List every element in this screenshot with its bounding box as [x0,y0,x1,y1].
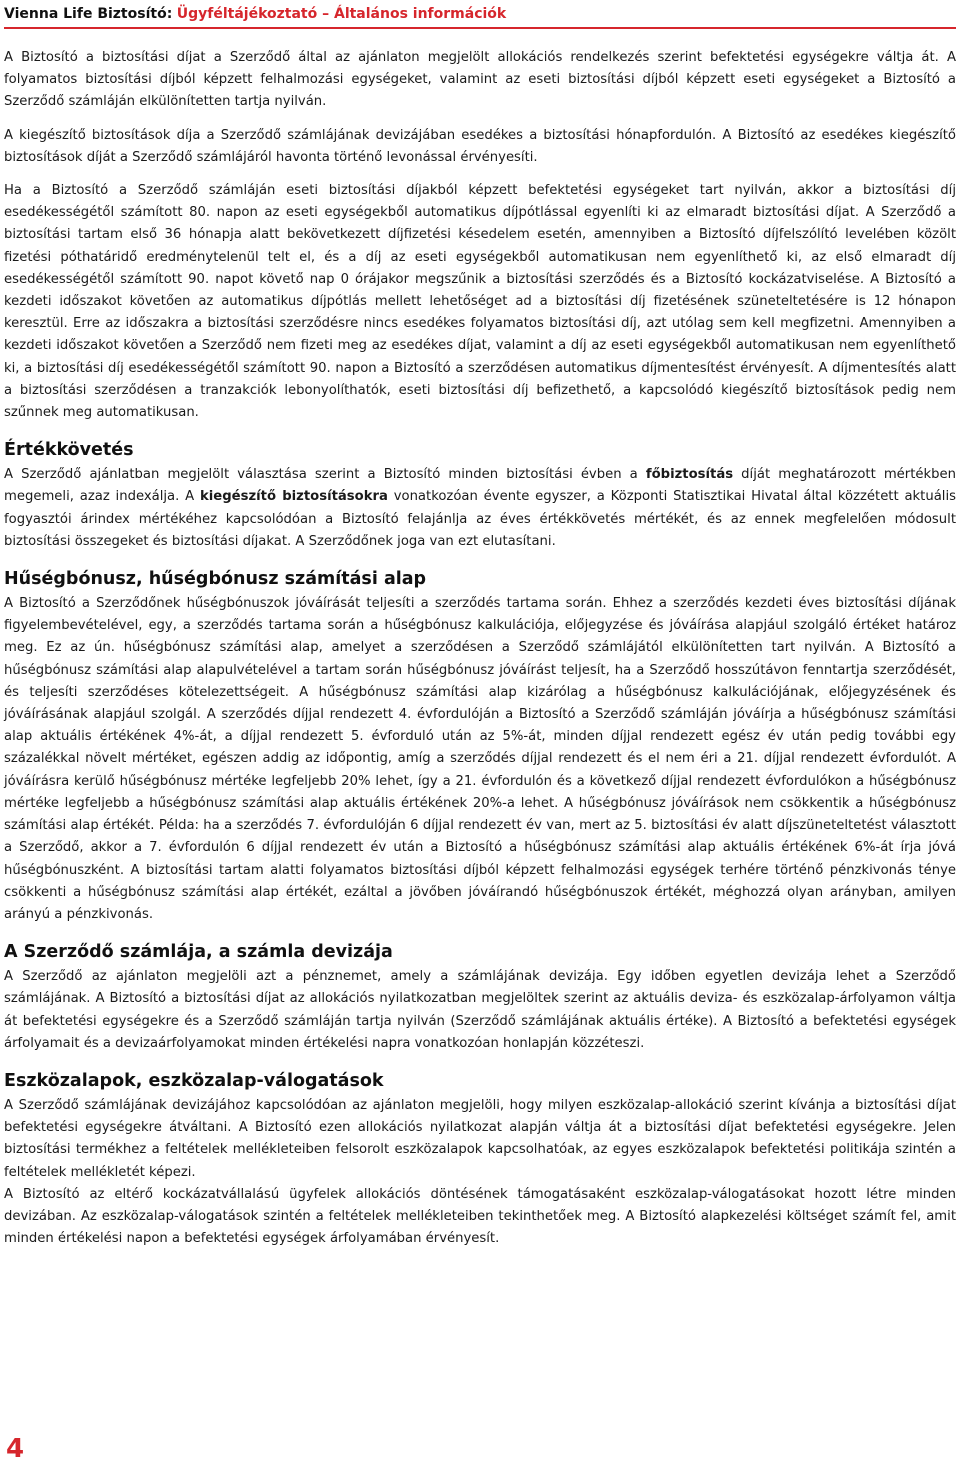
ertekkovetes-text-c: vonatkozóan évente egyszer, a Központi Statisztikai Hivatal által közzétett aktuális fogyasztói árindex mértékéhez kapcsolódóan a Biztosító felajánlja az éves értékkövetés mértékét, és az ennek megfelelően módosult biztosítási összegeket és biztosítási díjakat. A Szerződőnek joga van ezt elutasítani. [4,489,956,549]
eszkozalapok-paragraph-2: A Biztosító az eltérő kockázatvállalású ügyfelek allokációs döntésének támogatásaként eszközalap-válogatásokat hozott létre minden devizában. Az eszközalap-válogatások szintén a feltételek mellékleteiben tekinthetőek meg. A Biztosító alapkezelési költséget számít fel, amit minden értékelési napon a befektetési egységek árfolyamában érvényesít. [4,1186,956,1247]
intro-paragraph-2: A kiegészítő biztosítások díja a Szerződő számlájának devizájában esedékes a biztosítási hónapfordulón. A Biztosító az esedékes kiegészítő biztosítások díját a Szerződő számlájáról havonta történő levonással érvényesíti. [4,127,956,165]
ertekkovetes-text-a: A Szerződő ajánlatban megjelölt választása szerint a Biztosító minden biztosítási évben a [4,467,646,483]
document-body [4,47,956,1250]
eszkozalapok-paragraph-1: A Szerződő számlájának devizájához kapcsolódóan az ajánlaton megjelöli, hogy milyen eszközalap-allokáció szerint kívánja a biztosítási díjat befektetési egységekre átváltani. A Biztosító ezen allokációs nyilatkozat alapján váltja át a biztosítási díjat befektetési egységekre. Jelen biztosítási termékhez a feltételek mellékleteiben felsorolt eszközalapok kapcsolhatóak, az egyes eszközalapok befektetési politikája szintén a feltételek mellékletét képezi. [4,1097,956,1180]
ertekkovetes-bold-kiegeszito: kiegészítő biztosításokra [199,489,388,505]
section-heading-ertekkovetes: Értékkövetés [4,440,134,461]
header-divider [4,27,956,29]
husegbonusz-paragraph: A Biztosító a Szerződőnek hűségbónuszok jóváírását teljesíti a szerződés tartama során. Ehhez a szerződés kezdeti éves biztosítási díjának figyelembevételével, egy, a szerződés tartama során a hűségbónusz kalkulációja, előjegyzése és jóváírása alapjául szolgáló értéket határoz meg. Ez az ún. hűségbónusz számítási alap, amelyet a szerződésen a Szerződő számlájától elkülönítetten tart nyilván. A Biztosító a hűségbónusz számítási alap alapulvételével a tartam során hűségbónusz jóváírást teljesít, ha a Szerződő hosszútávon fenntartja szerződését, és teljesíti szerződéses kötelezettségeit. A hűségbónusz számítási alap kizárólag a hűségbónusz kalkulációjának, előjegyzésének és jóváírásának alapjául szolgál. A szerződés díjjal rendezett 4. évfordulóján a Biztosító a Szerződő számláján jóváírja a hűségbónusz számítási alap aktuális értékének 4%-át, a díjjal rendezett 5. évforduló után az 5%-át, minden díjjal rendezett egész év után pedig további egy százalékkal növelt mértéket, egészen addig az időpontig, amíg a szerződés díjjal rendezett és el nem éri a 21. díjjal rendezett évfordulót. A jóváírásra kerülő hűségbónusz mértéke legfeljebb 20% lehet, így a 21. évfordulón és a következő díjjal rendezett évfordulókon a hűségbónusz mértéke legfeljebb a hűségbónusz számítási alap aktuális értékének 20%-a lehet. A hűségbónusz jóváírások nem csökkentik a hűségbónusz számítási alap értékét. Példa: ha a szerződés 7. évfordulóján 6 díjjal rendezett év van, mert az 5. biztosítási év alatt díjszüneteltetést választott a Szerződő, akkor a 7. évfordulón 6 díjjal rendezett év után a Biztosító a hűségbónusz számítási alap aktuális értékének 6%-át írja jóvá hűségbónuszként. A biztosítási tartam alatti folyamatos biztosítási díjból képzett felhalmozási egységek terhére történő pénzkivonás ténye csökkenti a hűségbónusz számítási alap értékét, ezáltal a jövőben jóváírandó hűségbónuszok értékét, méghozzá olyan arányban, amilyen arányú a pénzkivonás. [4,596,956,922]
page-header [4,4,956,24]
section-heading-szamla: A Szerződő számlája, a számla devizája [4,942,393,963]
header-brand: Vienna Life Biztosító: [4,6,173,22]
page-number: 4 [6,1434,25,1464]
ertekkovetes-bold-fobiztositas: főbiztosítás [645,467,734,483]
ertekkovetes-text-b: díját meghatározott mértékben megemeli, azaz indexálja. A [4,467,956,505]
intro-paragraph-3: Ha a Biztosító a Szerződő számláján eseti biztosítási díjakból képzett befektetési egységeket tart nyilván, akkor a biztosítási díj esedékességétől számított 80. napon az eseti egységekből automatikus díjpótlással egyenlíti ki az elmaradt biztosítási díjat. A Szerződő a biztosítási tartam első 36 hónapja alatt bekövetkezett díjfizetési késedelem esetén, amennyiben a Biztosító díjfelszólító levelében közölt fizetési póthatáridő eredménytelenül telt el, és a díj az eseti egységekből automatikusan nem egyenlíthető ki, az első elmaradt díj esedékességétől számított 90. napot követő nap 0 órájakor megszűnik a biztosítási szerződés és a Biztosító kockázatviselése. A Biztosító a kezdeti időszakot követően az automatikus díjpótlás mellett lehetőséget ad a biztosítási díj fizetésének szüneteltetésére is 12 hónapon keresztül. Erre az időszakra a biztosítási szerződésre nincs esedékes folyamatos biztosítási díj, azt utólag sem kell megfizetni. Amennyiben a kezdeti időszakot követően a Szerződő nem fizeti meg az esedékes díjat, valamint a díj az eseti egységekből automatikusan nem egyenlíthető ki, a biztosítási díj esedékességétől számított 90. napon a Biztosító a szerződésen automatikus díjmentesítést érvényesít. A díjmentesítés alatt a biztosítási szerződésen a tranzakciók lebonyolíthatók, eseti biztosítási díj befizethető, a kapcsolódó kiegészítő biztosítások pedig nem szűnnek meg automatikusan. [4,183,956,421]
szamla-paragraph: A Szerződő az ajánlaton megjelöli azt a pénznemet, amely a számlájának devizája. Egy időben egyetlen devizája lehet a Szerződő számlájának. A Biztosító a biztosítási díjat az allokációs nyilatkozatban megjelöltek szerint az aktuális deviza- és eszközalap-árfolyamon váltja át befektetési egységekre és a Szerződő számláján tartja nyilván (Szerződő számlájának aktuális értéke). A Biztosító a befektetési egységek árfolyamait és a devizaárfolyamokat minden értékelési napra vonatkozóan honlapján közzéteszi. [4,969,956,1051]
header-section-title: Ügyféltájékoztató – Általános információk [176,6,507,22]
section-heading-husegbonusz: Hűségbónusz, hűségbónusz számítási alap [4,569,427,590]
section-heading-eszkozalapok: Eszközalapok, eszközalap-válogatások [4,1070,384,1091]
intro-paragraph-1: A Biztosító a biztosítási díjat a Szerződő által az ajánlaton megjelölt allokációs rendelkezés szerint befektetési egységekre váltja át. A folyamatos biztosítási díjból képzett felhalmozási egységeket, valamint az eseti biztosítási díjból képzett eseti egységeket a Biztosító a Szerződő számláján elkülönítetten tartja nyilván. [4,50,956,110]
ertekkovetes-paragraph [4,464,956,553]
